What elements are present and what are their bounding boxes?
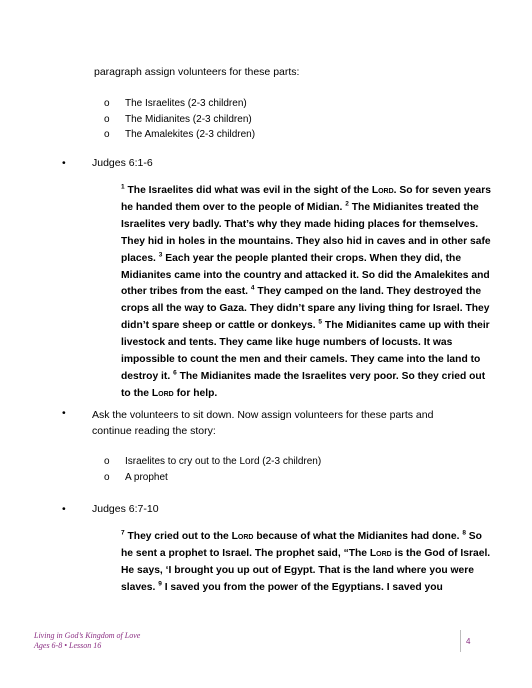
list-item: o The Amalekites (2-3 children) bbox=[104, 127, 255, 143]
bullet-icon: • bbox=[62, 503, 66, 515]
bullet-icon: • bbox=[62, 157, 66, 169]
parts-list-1 bbox=[104, 96, 255, 143]
scripture-passage-1: $^1$ The Israelites did what was evil in the sight of the Lord. So for seven years he handed them over to the people of Midian. $^2$ The Midianites treated the Israelites very badly. That’s why they made hiding places for themselves. They hid in holes in the mountains. They also hid in caves and in other safe places. $^3$ Each year the people planted their crops. When they did, the Midianites came into the country and attacked it. So did the Amalekites and other tribes from the east. $^4$ They camped on the land. They destroyed the crops all the way to Gaza. They didn’t spare any living thing for Israel. They didn’t spare sheep or cattle or donkeys. $^5$ The Midianites came up with their livestock and tents. They came like huge numbers of locusts. It was impossible to count the men and their camels. They came into the land to destroy it. $^6$ The Midianites made the Israelites very poor. So they cried out to the Lord for help. bbox=[121, 183, 491, 399]
verse-number: 6 bbox=[173, 369, 177, 377]
verse-number: 3 bbox=[158, 251, 163, 259]
verse-number: 7 bbox=[121, 529, 125, 537]
footer-title: Living in God’s Kingdom of Love bbox=[34, 631, 141, 640]
footer-course-info bbox=[34, 631, 140, 651]
scripture-reference: Judges 6:7-10 bbox=[92, 503, 159, 515]
lord-small-caps: Lord bbox=[369, 547, 392, 559]
verse-number: 2 bbox=[345, 200, 349, 208]
bullet-icon: • bbox=[62, 407, 66, 419]
instruction-text: Ask the volunteers to sit down. Now assign volunteers for these parts and continue reading the story: bbox=[92, 409, 434, 437]
list-item: o The Israelites (2-3 children) bbox=[104, 96, 255, 112]
circle-bullet-icon: o bbox=[104, 113, 110, 125]
scripture-passage-2: $^7$ They cried out to the Lord because of what the Midianites had done. $^8$ So he sent a prophet to Israel. The prophet said, “The Lord is the God of Israel. He says, ‘I brought you up out of Egypt. That is the land where you were slaves. $^9$ I saved you from the power of the Egyptians. I saved you bbox=[121, 529, 491, 593]
circle-bullet-icon: o bbox=[104, 456, 110, 467]
lord-small-caps: Lord bbox=[231, 531, 254, 542]
circle-bullet-icon: o bbox=[104, 129, 110, 140]
list-item: o The Midianites (2-3 children) bbox=[104, 112, 255, 128]
lord-small-caps: Lord bbox=[151, 387, 174, 399]
list-item: o Israelites to cry out to the Lord (2-3 children) bbox=[104, 454, 321, 470]
verse-number: 8 bbox=[462, 529, 466, 537]
lord-small-caps: Lord bbox=[371, 185, 394, 196]
page-number: 4 bbox=[466, 637, 471, 646]
footer-divider bbox=[460, 630, 461, 652]
verse-number: 1 bbox=[121, 183, 125, 191]
intro-text: paragraph assign volunteers for these parts: bbox=[94, 66, 300, 78]
circle-bullet-icon: o bbox=[104, 471, 110, 483]
verse-number: 4 bbox=[250, 285, 255, 293]
scripture-reference: Judges 6:1-6 bbox=[92, 157, 153, 169]
circle-bullet-icon: o bbox=[104, 98, 110, 109]
parts-list-2 bbox=[104, 454, 321, 485]
verse-number: 5 bbox=[318, 318, 323, 326]
list-item: o A prophet bbox=[104, 470, 321, 486]
footer-subtitle: Ages 6-8 • Lesson 16 bbox=[34, 641, 102, 650]
verse-number: 9 bbox=[158, 580, 162, 588]
